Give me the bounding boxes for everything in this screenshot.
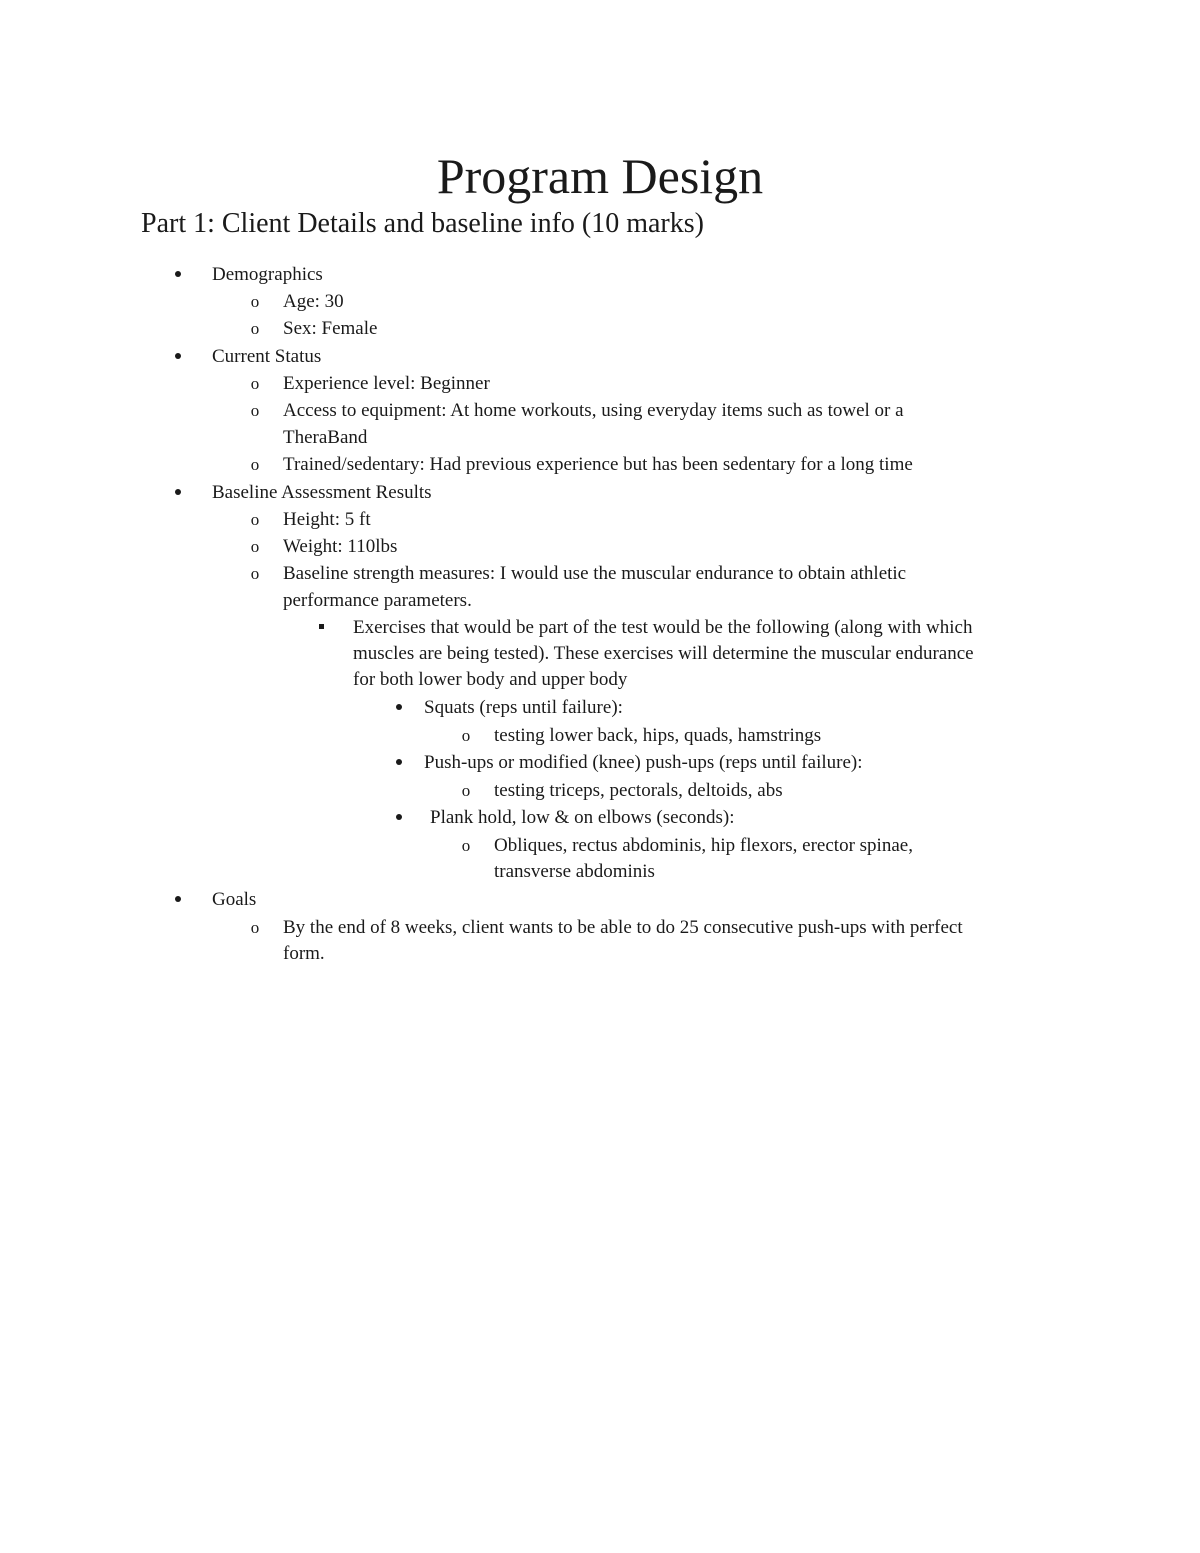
list-item-weight: Weight: 110lbs	[283, 536, 398, 557]
bullet-circle-icon: o	[250, 537, 260, 556]
list-item-plank: Plank hold, low & on elbows (seconds):	[430, 807, 735, 828]
bullet-circle-icon: o	[250, 401, 260, 420]
page-title: Program Design	[436, 148, 764, 204]
bullet-square-icon	[311, 614, 331, 641]
list-item-exercises: Exercises that would be part of the test would be the following (along with which	[353, 617, 973, 638]
bullet-dot-icon	[168, 343, 188, 370]
list-item-baseline: Baseline Assessment Results	[212, 482, 432, 503]
list-item-equipment: Access to equipment: At home workouts, using everyday items such as towel or a	[283, 400, 904, 421]
list-item-current-status: Current Status	[212, 346, 322, 367]
list-item-age: Age: 30	[283, 291, 344, 312]
bullet-circle-icon: o	[250, 564, 260, 583]
bullet-dot-icon	[168, 479, 188, 506]
list-item-exercises-continued: for both lower body and upper body	[353, 669, 628, 690]
bullet-circle-icon: o	[250, 374, 260, 393]
bullet-dot-icon	[168, 261, 188, 288]
list-item-pushups: Push-ups or modified (knee) push-ups (reps until failure):	[424, 752, 863, 773]
list-item-plank-detail-continued: transverse abdominis	[494, 861, 655, 882]
list-item-goal-continued: form.	[283, 943, 325, 964]
bullet-dot-icon	[389, 804, 409, 831]
bullet-circle-icon: o	[250, 319, 260, 338]
list-item-height: Height: 5 ft	[283, 509, 371, 530]
bullet-circle-icon: o	[250, 455, 260, 474]
list-item-pushups-detail: testing triceps, pectorals, deltoids, abs	[494, 780, 783, 801]
list-item-squats-detail: testing lower back, hips, quads, hamstrings	[494, 725, 822, 746]
list-item-equipment-continued: TheraBand	[283, 427, 368, 448]
list-item-squats: Squats (reps until failure):	[424, 697, 623, 718]
bullet-circle-icon: o	[461, 726, 471, 745]
list-item-demographics: Demographics	[212, 264, 323, 285]
list-item-goal: By the end of 8 weeks, client wants to be able to do 25 consecutive push-ups with perfect	[283, 917, 963, 938]
list-item-experience: Experience level: Beginner	[283, 373, 490, 394]
bullet-dot-icon	[389, 749, 409, 776]
bullet-circle-icon: o	[250, 292, 260, 311]
bullet-circle-icon: o	[250, 918, 260, 937]
bullet-circle-icon: o	[250, 510, 260, 529]
section-heading: Part 1: Client Details and baseline info (10 marks)	[141, 208, 704, 239]
bullet-circle-icon: o	[461, 781, 471, 800]
bullet-dot-icon	[168, 886, 188, 913]
list-item-sex: Sex: Female	[283, 318, 378, 339]
list-item-goals: Goals	[212, 889, 257, 910]
list-item-trained: Trained/sedentary: Had previous experience but has been sedentary for a long time	[283, 454, 913, 475]
list-item-plank-detail: Obliques, rectus abdominis, hip flexors, erector spinae,	[494, 835, 913, 856]
list-item-exercises-continued: muscles are being tested). These exercises will determine the muscular endurance	[353, 643, 974, 664]
list-item-strength-continued: performance parameters.	[283, 590, 472, 611]
list-item-strength: Baseline strength measures: I would use the muscular endurance to obtain athletic	[283, 563, 907, 584]
bullet-circle-icon: o	[461, 836, 471, 855]
bullet-dot-icon	[389, 694, 409, 721]
